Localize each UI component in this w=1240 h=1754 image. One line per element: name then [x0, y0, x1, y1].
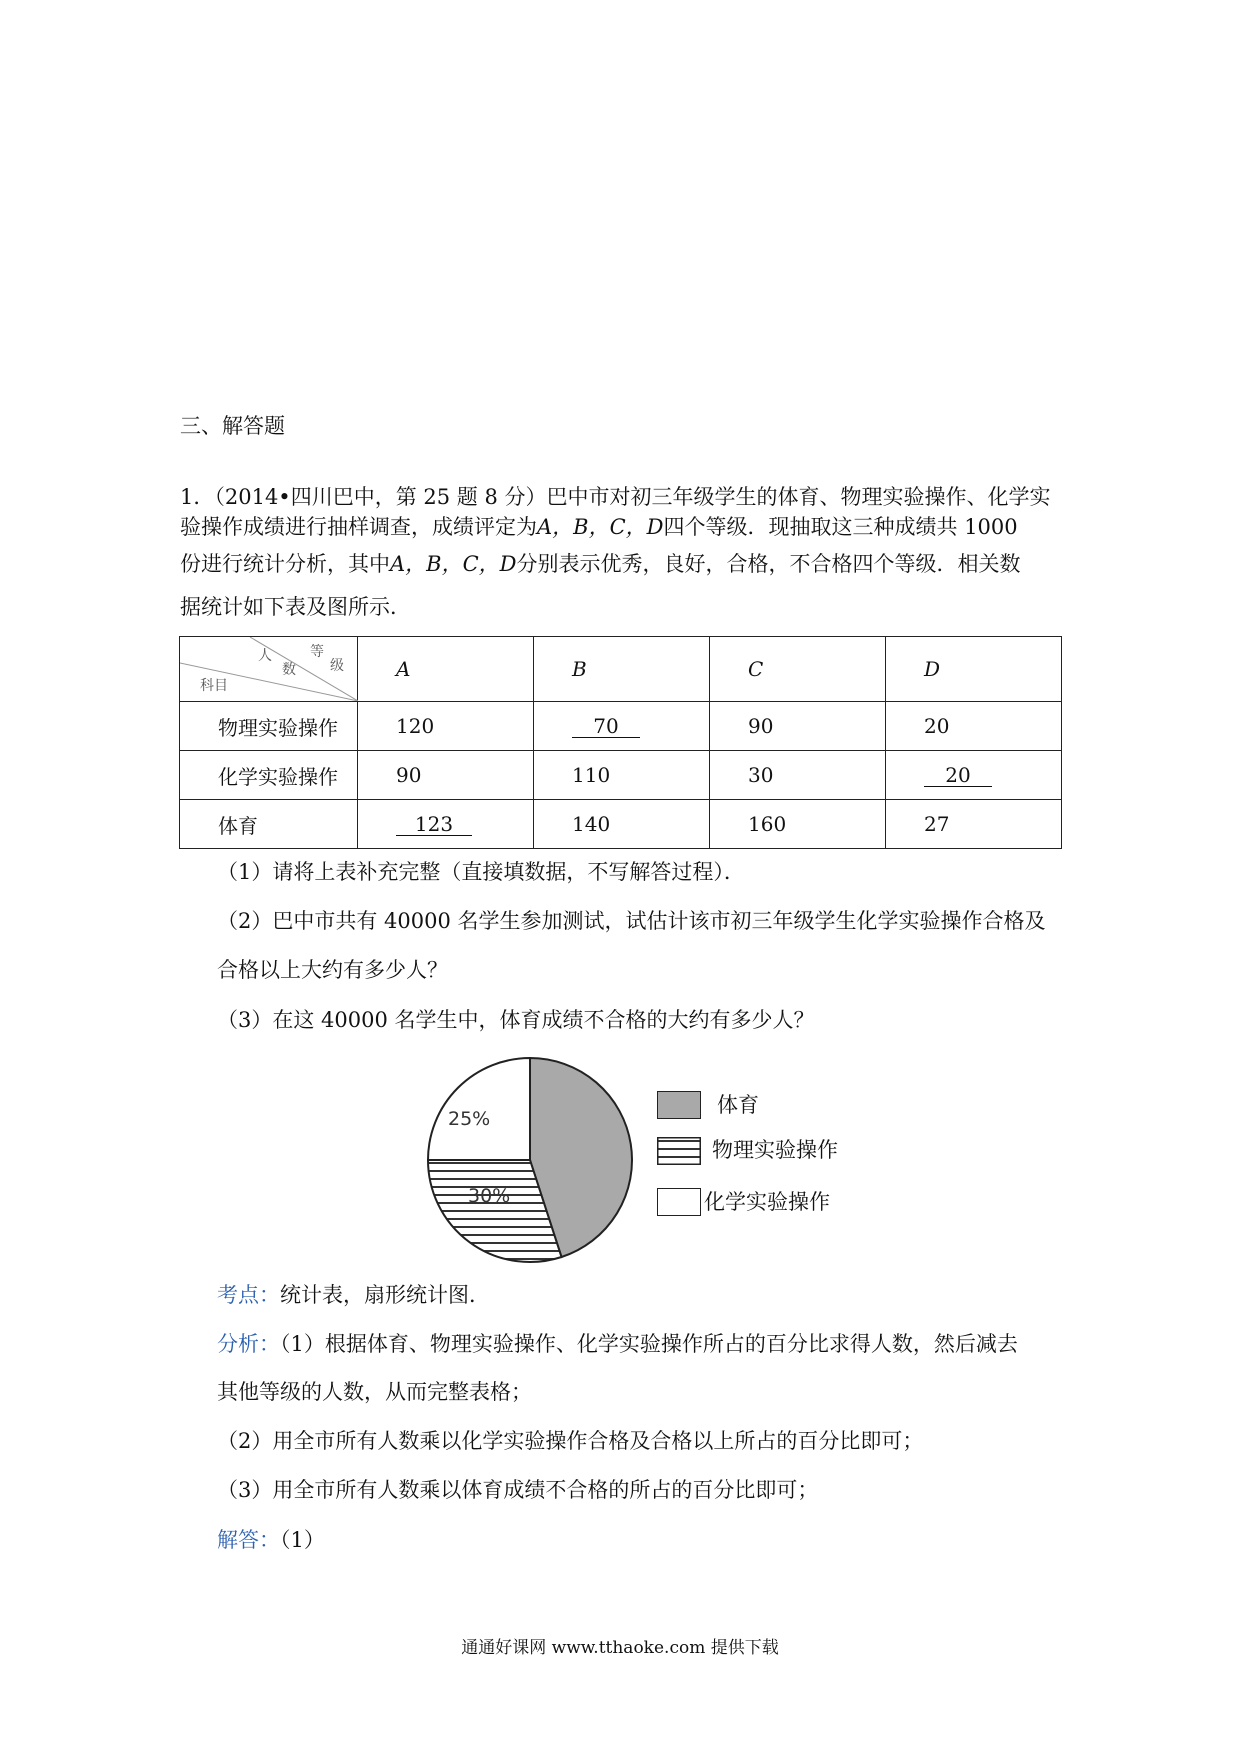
page-footer: 通通好课网 www.tthaoke.com 提供下载 — [461, 1638, 779, 1658]
kaodian-label: 考点： — [217, 1283, 280, 1307]
cell-chemistry-b: 110 — [534, 751, 710, 800]
grade-table — [179, 636, 1062, 849]
question-3: （3）在这 40000 名学生中，体育成绩不合格的大约有多少人？ — [217, 1008, 815, 1032]
legend-label-chemistry: 化学实验操作 — [704, 1190, 830, 1214]
question-2-line-1: （2）巴中市共有 40000 名学生参加测试，试估计该市初三年级学生化学实验操作合格及 — [217, 909, 1046, 933]
corner-label-a: 人 — [258, 648, 272, 664]
problem-line-4: 据统计如下表及图所示． — [180, 595, 411, 619]
cell-chemistry-a: 90 — [358, 751, 534, 800]
filled-answer: 20 — [924, 764, 992, 787]
pie-label-30: 30% — [468, 1185, 511, 1207]
filled-answer: 70 — [572, 715, 640, 738]
row-subject-physics: 物理实验操作 — [180, 702, 358, 751]
fenxi-line-1 — [217, 1330, 1018, 1358]
cell-physics-c: 90 — [710, 702, 886, 751]
fenxi-line-3: （2）用全市所有人数乘以化学实验操作合格及合格以上所占的百分比即可； — [217, 1429, 924, 1453]
jieda-line — [217, 1526, 325, 1554]
fenxi-label: 分析： — [217, 1332, 280, 1356]
problem-line-1: 1．（2014•四川巴中，第 25 题 8 分）巴中市对初三年级学生的体育、物理实验操作、化学实 — [180, 485, 1051, 509]
corner-label-d: 级 — [330, 658, 344, 674]
kaodian-text: 统计表，扇形统计图． — [280, 1283, 490, 1307]
row-subject-pe: 体育 — [180, 800, 358, 849]
pie-label-25: 25% — [448, 1108, 491, 1130]
jieda-label: 解答： — [217, 1528, 280, 1552]
problem-line-2-a: 验操作成绩进行抽样调查，成绩评定为 — [180, 515, 537, 539]
table-row — [180, 702, 1062, 751]
pie-slices — [428, 1058, 632, 1262]
table-corner-cell — [180, 637, 358, 702]
cell-pe-b: 140 — [534, 800, 710, 849]
corner-label-b: 数 — [282, 662, 296, 678]
problem-line-2-b: 四个等级．现抽取这三种成绩共 1000 — [663, 515, 1018, 539]
question-1: （1）请将上表补充完整（直接填数据，不写解答过程）． — [217, 860, 745, 884]
cell-pe-a — [358, 800, 534, 849]
table-row — [180, 800, 1062, 849]
corner-label-c: 等 — [310, 644, 324, 660]
question-2-line-2: 合格以上大约有多少人？ — [217, 958, 448, 982]
corner-label-e: 科目 — [200, 678, 228, 694]
legend-swatch-chemistry — [657, 1188, 701, 1216]
grades-inline-1: A，B，C，D — [537, 515, 664, 539]
cell-pe-c: 160 — [710, 800, 886, 849]
problem-line-3-a: 份进行统计分析，其中 — [180, 552, 390, 576]
header-c: C — [710, 637, 886, 702]
cell-chemistry-d — [886, 751, 1062, 800]
filled-answer: 123 — [396, 813, 472, 836]
problem-line-2 — [180, 513, 1018, 541]
header-d: D — [886, 637, 1062, 702]
problem-line-3 — [180, 550, 1021, 578]
header-b: B — [534, 637, 710, 702]
header-a: A — [358, 637, 534, 702]
kaodian-line — [217, 1281, 490, 1309]
cell-pe-d: 27 — [886, 800, 1062, 849]
legend-label-pe: 体育 — [717, 1093, 759, 1117]
cell-physics-d: 20 — [886, 702, 1062, 751]
problem-line-3-b: 分别表示优秀，良好，合格，不合格四个等级．相关数 — [516, 552, 1021, 576]
fenxi-text-1: （1）根据体育、物理实验操作、化学实验操作所占的百分比求得人数，然后减去 — [280, 1332, 1018, 1356]
grades-inline-2: A，B，C，D — [390, 552, 517, 576]
pie-chart — [420, 1055, 640, 1265]
legend-label-physics: 物理实验操作 — [712, 1138, 838, 1162]
table-header-row — [180, 637, 1062, 702]
table-row — [180, 751, 1062, 800]
jieda-text: （1） — [280, 1528, 325, 1552]
fenxi-line-4: （3）用全市所有人数乘以体育成绩不合格的所占的百分比即可； — [217, 1478, 819, 1502]
row-subject-chemistry: 化学实验操作 — [180, 751, 358, 800]
section-title: 三、解答题 — [180, 414, 285, 438]
legend-swatch-pe — [657, 1091, 701, 1119]
cell-chemistry-c: 30 — [710, 751, 886, 800]
fenxi-line-2: 其他等级的人数，从而完整表格； — [217, 1380, 532, 1404]
cell-physics-b — [534, 702, 710, 751]
cell-physics-a: 120 — [358, 702, 534, 751]
legend-swatch-physics — [657, 1137, 701, 1165]
